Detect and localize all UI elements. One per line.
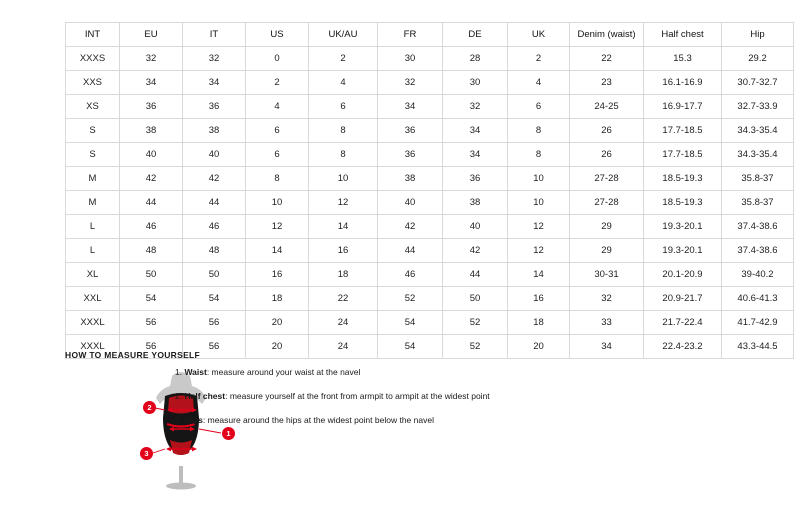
table-row [66,143,794,167]
cell-de: 44 [443,263,508,287]
cell-int: L [66,239,120,263]
cell-us: 12 [246,215,309,239]
cell-eu: 32 [120,47,183,71]
cell-denim: 24-25 [570,95,644,119]
cell-hip: 39-40.2 [722,263,794,287]
cell-uk: 6 [508,95,570,119]
cell-fr: 54 [378,311,443,335]
cell-eu: 36 [120,95,183,119]
cell-de: 30 [443,71,508,95]
cell-int: XXS [66,71,120,95]
cell-fr: 52 [378,287,443,311]
cell-us: 14 [246,239,309,263]
marker-2: 2 [143,401,156,414]
cell-de: 52 [443,311,508,335]
column-header-us: US [246,23,309,47]
cell-uk-au: 24 [309,311,378,335]
cell-it: 46 [183,215,246,239]
cell-hip: 32.7-33.9 [722,95,794,119]
cell-half-chest: 20.9-21.7 [644,287,722,311]
cell-uk-au: 10 [309,167,378,191]
cell-denim: 33 [570,311,644,335]
cell-us: 10 [246,191,309,215]
cell-half-chest: 19.3-20.1 [644,215,722,239]
instruction-waist-text: : measure around your waist at the navel [206,367,361,377]
cell-denim: 27-28 [570,191,644,215]
cell-uk: 20 [508,335,570,359]
cell-eu: 42 [120,167,183,191]
cell-half-chest: 16.9-17.7 [644,95,722,119]
cell-fr: 34 [378,95,443,119]
cell-it: 40 [183,143,246,167]
cell-uk-au: 14 [309,215,378,239]
cell-fr: 44 [378,239,443,263]
cell-us: 2 [246,71,309,95]
cell-eu: 34 [120,71,183,95]
cell-half-chest: 20.1-20.9 [644,263,722,287]
cell-uk-au: 4 [309,71,378,95]
cell-us: 0 [246,47,309,71]
cell-it: 54 [183,287,246,311]
cell-eu: 50 [120,263,183,287]
cell-int: XXL [66,287,120,311]
instruction-hips [175,414,645,426]
cell-uk: 18 [508,311,570,335]
instruction-hips-number: 3. [175,415,183,425]
instruction-hips-term: Hips [184,415,203,425]
instruction-hips-text: : measure around the hips at the widest point below the navel [202,415,434,425]
cell-hip: 29.2 [722,47,794,71]
cell-it: 44 [183,191,246,215]
cell-denim: 27-28 [570,167,644,191]
cell-denim: 26 [570,119,644,143]
cell-int: XXXS [66,47,120,71]
cell-eu: 44 [120,191,183,215]
cell-uk: 10 [508,167,570,191]
cell-denim: 26 [570,143,644,167]
instruction-waist-term: Waist [184,367,207,377]
column-header-eu: EU [120,23,183,47]
cell-it: 50 [183,263,246,287]
cell-eu: 54 [120,287,183,311]
cell-int: S [66,143,120,167]
cell-it: 34 [183,71,246,95]
cell-hip: 41.7-42.9 [722,311,794,335]
cell-uk: 14 [508,263,570,287]
cell-hip: 43.3-44.5 [722,335,794,359]
cell-denim: 30-31 [570,263,644,287]
cell-it: 36 [183,95,246,119]
cell-de: 38 [443,191,508,215]
cell-fr: 42 [378,215,443,239]
cell-us: 8 [246,167,309,191]
cell-int: XS [66,95,120,119]
cell-eu: 40 [120,143,183,167]
cell-hip: 35.8-37 [722,167,794,191]
how-to-measure-section [65,366,665,496]
cell-int: M [66,191,120,215]
cell-de: 32 [443,95,508,119]
table-row [66,215,794,239]
cell-fr: 54 [378,335,443,359]
cell-half-chest: 18.5-19.3 [644,191,722,215]
cell-us: 4 [246,95,309,119]
cell-uk: 16 [508,287,570,311]
cell-fr: 36 [378,119,443,143]
cell-it: 38 [183,119,246,143]
cell-eu: 38 [120,119,183,143]
cell-de: 36 [443,167,508,191]
cell-uk-au: 16 [309,239,378,263]
instruction-half-chest-number: 2. [175,391,183,401]
cell-it: 56 [183,335,246,359]
cell-half-chest: 17.7-18.5 [644,119,722,143]
column-header-fr: FR [378,23,443,47]
cell-half-chest: 18.5-19.3 [644,167,722,191]
instruction-half-chest-term: Half chest [184,391,226,401]
cell-it: 56 [183,311,246,335]
cell-de: 52 [443,335,508,359]
cell-eu: 56 [120,335,183,359]
table-row [66,47,794,71]
instruction-half-chest-text: : measure yourself at the front from armpit to armpit at the widest point [225,391,490,401]
table-header-row [66,23,794,47]
cell-it: 32 [183,47,246,71]
table-row [66,263,794,287]
table-row [66,167,794,191]
cell-us: 6 [246,119,309,143]
table-row [66,239,794,263]
table-body [66,47,794,359]
instruction-waist-number: 1. [175,367,183,377]
cell-hip: 34.3-35.4 [722,119,794,143]
cell-uk: 2 [508,47,570,71]
cell-uk-au: 8 [309,119,378,143]
table-row [66,95,794,119]
column-header-int: INT [66,23,120,47]
cell-int: XXXL [66,311,120,335]
cell-hip: 40.6-41.3 [722,287,794,311]
cell-uk: 12 [508,215,570,239]
column-header-it: IT [183,23,246,47]
how-to-measure-title: HOW TO MEASURE YOURSELF [65,350,201,360]
cell-denim: 32 [570,287,644,311]
cell-fr: 38 [378,167,443,191]
cell-fr: 32 [378,71,443,95]
cell-uk: 12 [508,239,570,263]
cell-hip: 37.4-38.6 [722,215,794,239]
cell-int: S [66,119,120,143]
cell-denim: 34 [570,335,644,359]
instruction-waist [175,366,645,378]
cell-uk-au: 18 [309,263,378,287]
cell-int: L [66,215,120,239]
cell-uk: 8 [508,119,570,143]
cell-us: 20 [246,311,309,335]
cell-int: XXXL [66,335,120,359]
cell-fr: 36 [378,143,443,167]
cell-de: 34 [443,119,508,143]
column-header-hip: Hip [722,23,794,47]
cell-int: M [66,167,120,191]
measurement-instructions [175,366,645,438]
size-chart-table [65,22,794,359]
cell-eu: 46 [120,215,183,239]
cell-hip: 30.7-32.7 [722,71,794,95]
table-row [66,191,794,215]
cell-half-chest: 17.7-18.5 [644,143,722,167]
column-header-half-chest: Half chest [644,23,722,47]
cell-us: 6 [246,143,309,167]
cell-uk-au: 12 [309,191,378,215]
cell-uk-au: 24 [309,335,378,359]
cell-uk: 10 [508,191,570,215]
cell-uk: 8 [508,143,570,167]
cell-us: 16 [246,263,309,287]
cell-hip: 34.3-35.4 [722,143,794,167]
cell-us: 20 [246,335,309,359]
cell-de: 34 [443,143,508,167]
marker-1: 1 [222,427,235,440]
cell-half-chest: 16.1-16.9 [644,71,722,95]
cell-denim: 29 [570,239,644,263]
cell-denim: 22 [570,47,644,71]
cell-it: 48 [183,239,246,263]
column-header-uk: UK [508,23,570,47]
table-row [66,71,794,95]
table-row [66,311,794,335]
cell-half-chest: 21.7-22.4 [644,311,722,335]
cell-denim: 23 [570,71,644,95]
marker-3: 3 [140,447,153,460]
cell-eu: 48 [120,239,183,263]
cell-de: 28 [443,47,508,71]
table-row [66,287,794,311]
cell-denim: 29 [570,215,644,239]
cell-hip: 37.4-38.6 [722,239,794,263]
cell-half-chest: 15.3 [644,47,722,71]
cell-de: 40 [443,215,508,239]
cell-uk-au: 8 [309,143,378,167]
cell-half-chest: 19.3-20.1 [644,239,722,263]
cell-hip: 35.8-37 [722,191,794,215]
cell-de: 50 [443,287,508,311]
cell-fr: 30 [378,47,443,71]
cell-int: XL [66,263,120,287]
cell-uk-au: 2 [309,47,378,71]
cell-uk: 4 [508,71,570,95]
cell-eu: 56 [120,311,183,335]
column-header-de: DE [443,23,508,47]
size-chart-container [65,22,778,359]
cell-it: 42 [183,167,246,191]
cell-de: 42 [443,239,508,263]
table-row [66,119,794,143]
column-header-uk-au: UK/AU [309,23,378,47]
cell-us: 18 [246,287,309,311]
cell-fr: 40 [378,191,443,215]
cell-uk-au: 22 [309,287,378,311]
cell-uk-au: 6 [309,95,378,119]
instruction-half-chest [175,390,645,402]
cell-half-chest: 22.4-23.2 [644,335,722,359]
column-header-denim-waist: Denim (waist) [570,23,644,47]
cell-fr: 46 [378,263,443,287]
